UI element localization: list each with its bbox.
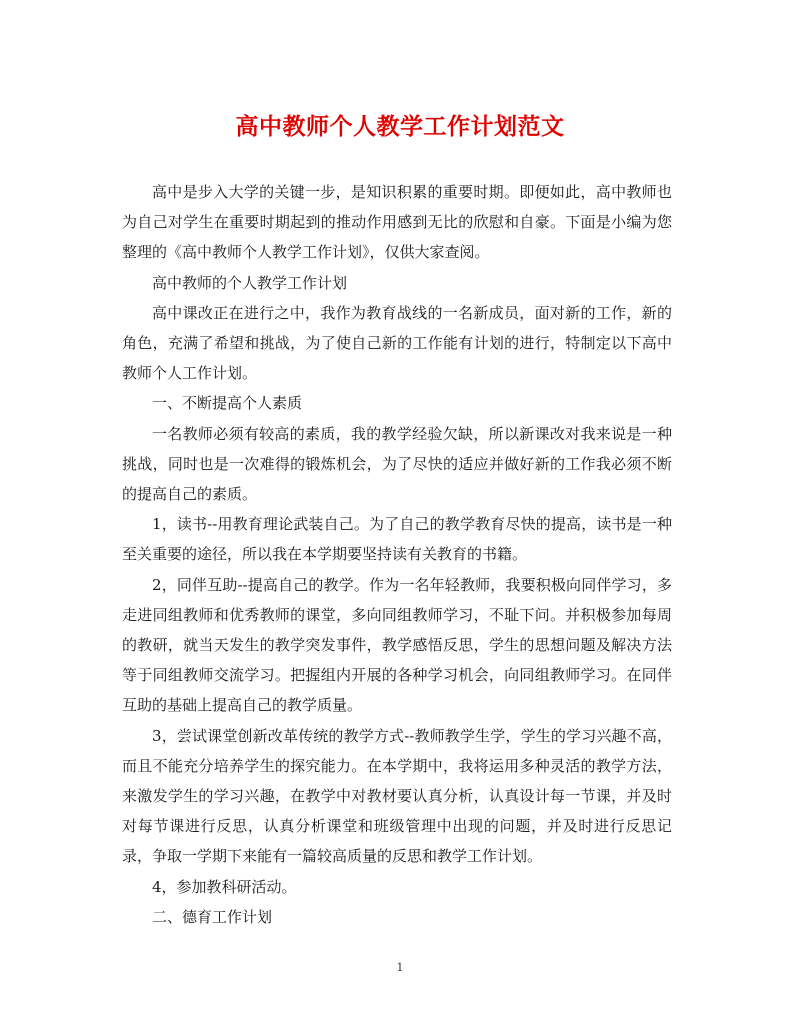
section-heading: 一、不断提高个人素质 bbox=[152, 394, 303, 413]
section-subtitle: 高中教师的个人教学工作计划 bbox=[152, 273, 348, 292]
list-item-paragraph: 1，读书--用教育理论武装自己。为了自己的教学教育尽快的提高，读书是一种至关重要的途径，所以我在本学期要坚持读有关教育的书籍。 bbox=[122, 515, 672, 564]
document-body bbox=[122, 177, 672, 932]
list-item-paragraph: 3，尝试课堂创新改革传统的教学方式--教师教学生学，学生的学习兴趣不高，而且不能充分培养学生的探究能力。在本学期中，我将运用多种灵活的教学方法，来激发学生的学习兴趣，在教学中对教材要认真分析，认真设计每一节课，并及时对每节课进行反思，认真分析课堂和班级管理中出现的问题，并及时进行反思记录，争取一学期下来能有一篇较高质量的反思和教学工作计划。 bbox=[122, 726, 672, 866]
page-number: 1 bbox=[396, 961, 404, 974]
body-paragraph: 高中课改正在进行之中，我作为教育战线的一名新成员，面对新的工作，新的角色，充满了希望和挑战，为了使自己新的工作能有计划的进行，特制定以下高中教师个人工作计划。 bbox=[122, 303, 672, 383]
list-item-paragraph: 2，同伴互助--提高自己的教学。作为一名年轻教师，我要积极向同伴学习，多走进同组教师和优秀教师的课堂，多向同组教师学习，不耻下问。并积极参加每周的教研，就当天发生的教学突发事件，教学感悟反思，学生的思想问题及解决方法等于同组教师交流学习。把握组内开展的各种学习机会，向同组教师学习。在同伴互助的基础上提高自己的教学质量。 bbox=[122, 575, 672, 715]
section-heading: 二、德育工作计划 bbox=[152, 907, 273, 926]
list-item-paragraph: 4，参加教科研活动。 bbox=[152, 877, 297, 896]
intro-paragraph: 高中是步入大学的关键一步，是知识积累的重要时期。即便如此，高中教师也为自己对学生在重要时期起到的推动作用感到无比的欣慰和自豪。下面是小编为您整理的《高中教师个人教学工作计划》，仅供大家查阅。 bbox=[122, 183, 672, 262]
document-title: 高中教师个人教学工作计划范文 bbox=[235, 113, 565, 140]
body-paragraph: 一名教师必须有较高的素质，我的教学经验欠缺，所以新课改对我来说是一种挑战，同时也是一次难得的锻炼机会，为了尽快的适应并做好新的工作我必须不断的提高自己的素质。 bbox=[122, 424, 672, 504]
